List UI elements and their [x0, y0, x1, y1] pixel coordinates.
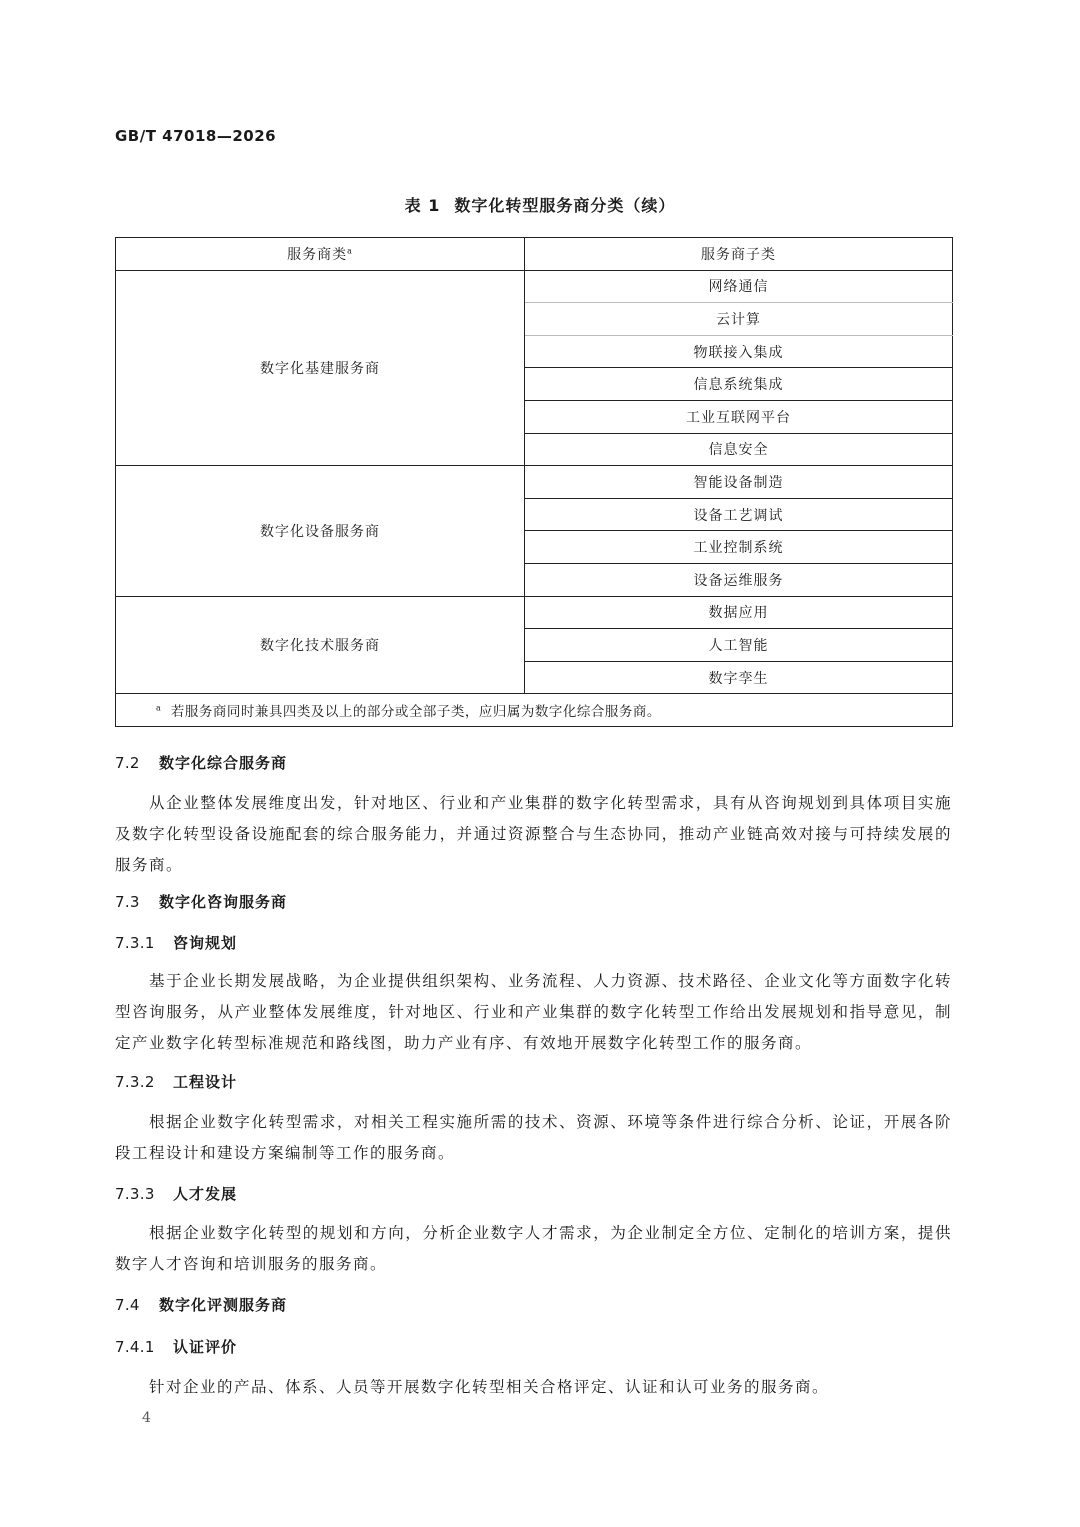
section-heading-7-3-1: 7.3.1 咨询规划	[115, 934, 238, 952]
subcategory-cell: 设备运维服务	[525, 563, 953, 596]
subcategory-cell: 物联接入集成	[525, 335, 953, 368]
subcategory-cell: 人工智能	[525, 629, 953, 662]
paragraph-7-3-3: 根据企业数字化转型的规划和方向，分析企业数字人才需求，为企业制定全方位、定制化的培训方案，提供数字人才咨询和培训服务的服务商。	[115, 1224, 952, 1273]
subcategory-cell: 信息安全	[525, 433, 953, 466]
subcategory-cell: 数字孪生	[525, 661, 953, 694]
subcategory-cell: 网络通信	[525, 270, 953, 303]
footnote-marker: a	[156, 703, 162, 713]
col-header-subcategory: 服务商子类	[525, 238, 953, 271]
page-number: 4	[142, 1410, 151, 1426]
paragraph-7-4-1: 针对企业的产品、体系、人员等开展数字化转型相关合格评定、认证和认可业务的服务商。	[149, 1378, 830, 1396]
table-row	[116, 466, 953, 499]
section-heading-7-4: 7.4 数字化评测服务商	[115, 1296, 288, 1314]
subcategory-cell: 信息系统集成	[525, 368, 953, 401]
category-cell: 数字化基建服务商	[116, 270, 525, 466]
section-heading-7-2: 7.2 数字化综合服务商	[115, 754, 288, 772]
paragraph-7-3-1: 基于企业长期发展战略，为企业提供组织架构、业务流程、人力资源、技术路径、企业文化等方面数字化转型咨询服务，从产业整体发展维度，针对地区、行业和产业集群的数字化转型工作给出发展规划和指导意见，制定产业数字化转型标准规范和路线图，助力产业有序、有效地开展数字化转型工作的服务商。	[115, 972, 952, 1052]
category-cell: 数字化技术服务商	[116, 596, 525, 694]
subcategory-cell: 设备工艺调试	[525, 498, 953, 531]
section-heading-7-4-1: 7.4.1 认证评价	[115, 1338, 238, 1356]
table-row	[116, 270, 953, 303]
footnote-marker: a	[347, 246, 353, 256]
table-footnote-row	[116, 694, 953, 727]
table-caption-title: 数字化转型服务商分类（续）	[454, 196, 676, 215]
subcategory-cell: 数据应用	[525, 596, 953, 629]
classification-table	[115, 237, 953, 727]
subcategory-cell: 云计算	[525, 303, 953, 336]
table-footnote: $^a$ 若服务商同时兼具四类及以上的部分或全部子类，应归属为数字化综合服务商。	[116, 694, 953, 727]
subcategory-cell: 智能设备制造	[525, 466, 953, 499]
paragraph-7-3-2: 根据企业数字化转型需求，对相关工程实施所需的技术、资源、环境等条件进行综合分析、论证，开展各阶段工程设计和建设方案编制等工作的服务商。	[115, 1113, 952, 1162]
section-heading-7-3-3: 7.3.3 人才发展	[115, 1185, 238, 1203]
col-header-category: 服务商类$^a$	[116, 238, 525, 271]
table-header-row	[116, 238, 953, 271]
paragraph-7-2: 从企业整体发展维度出发，针对地区、行业和产业集群的数字化转型需求，具有从咨询规划到具体项目实施及数字化转型设备设施配套的综合服务能力，并通过资源整合与生态协同，推动产业链高效对接与可持续发展的服务商。	[115, 794, 952, 874]
table-row	[116, 596, 953, 629]
table-caption-label: 表 1	[404, 196, 441, 215]
subcategory-cell: 工业控制系统	[525, 531, 953, 564]
table-caption	[0, 193, 1080, 216]
section-heading-7-3-2: 7.3.2 工程设计	[115, 1073, 238, 1091]
subcategory-cell: 工业互联网平台	[525, 400, 953, 433]
section-heading-7-3: 7.3 数字化咨询服务商	[115, 893, 288, 911]
standard-header: GB/T 47018—2026	[115, 127, 277, 145]
category-cell: 数字化设备服务商	[116, 466, 525, 596]
